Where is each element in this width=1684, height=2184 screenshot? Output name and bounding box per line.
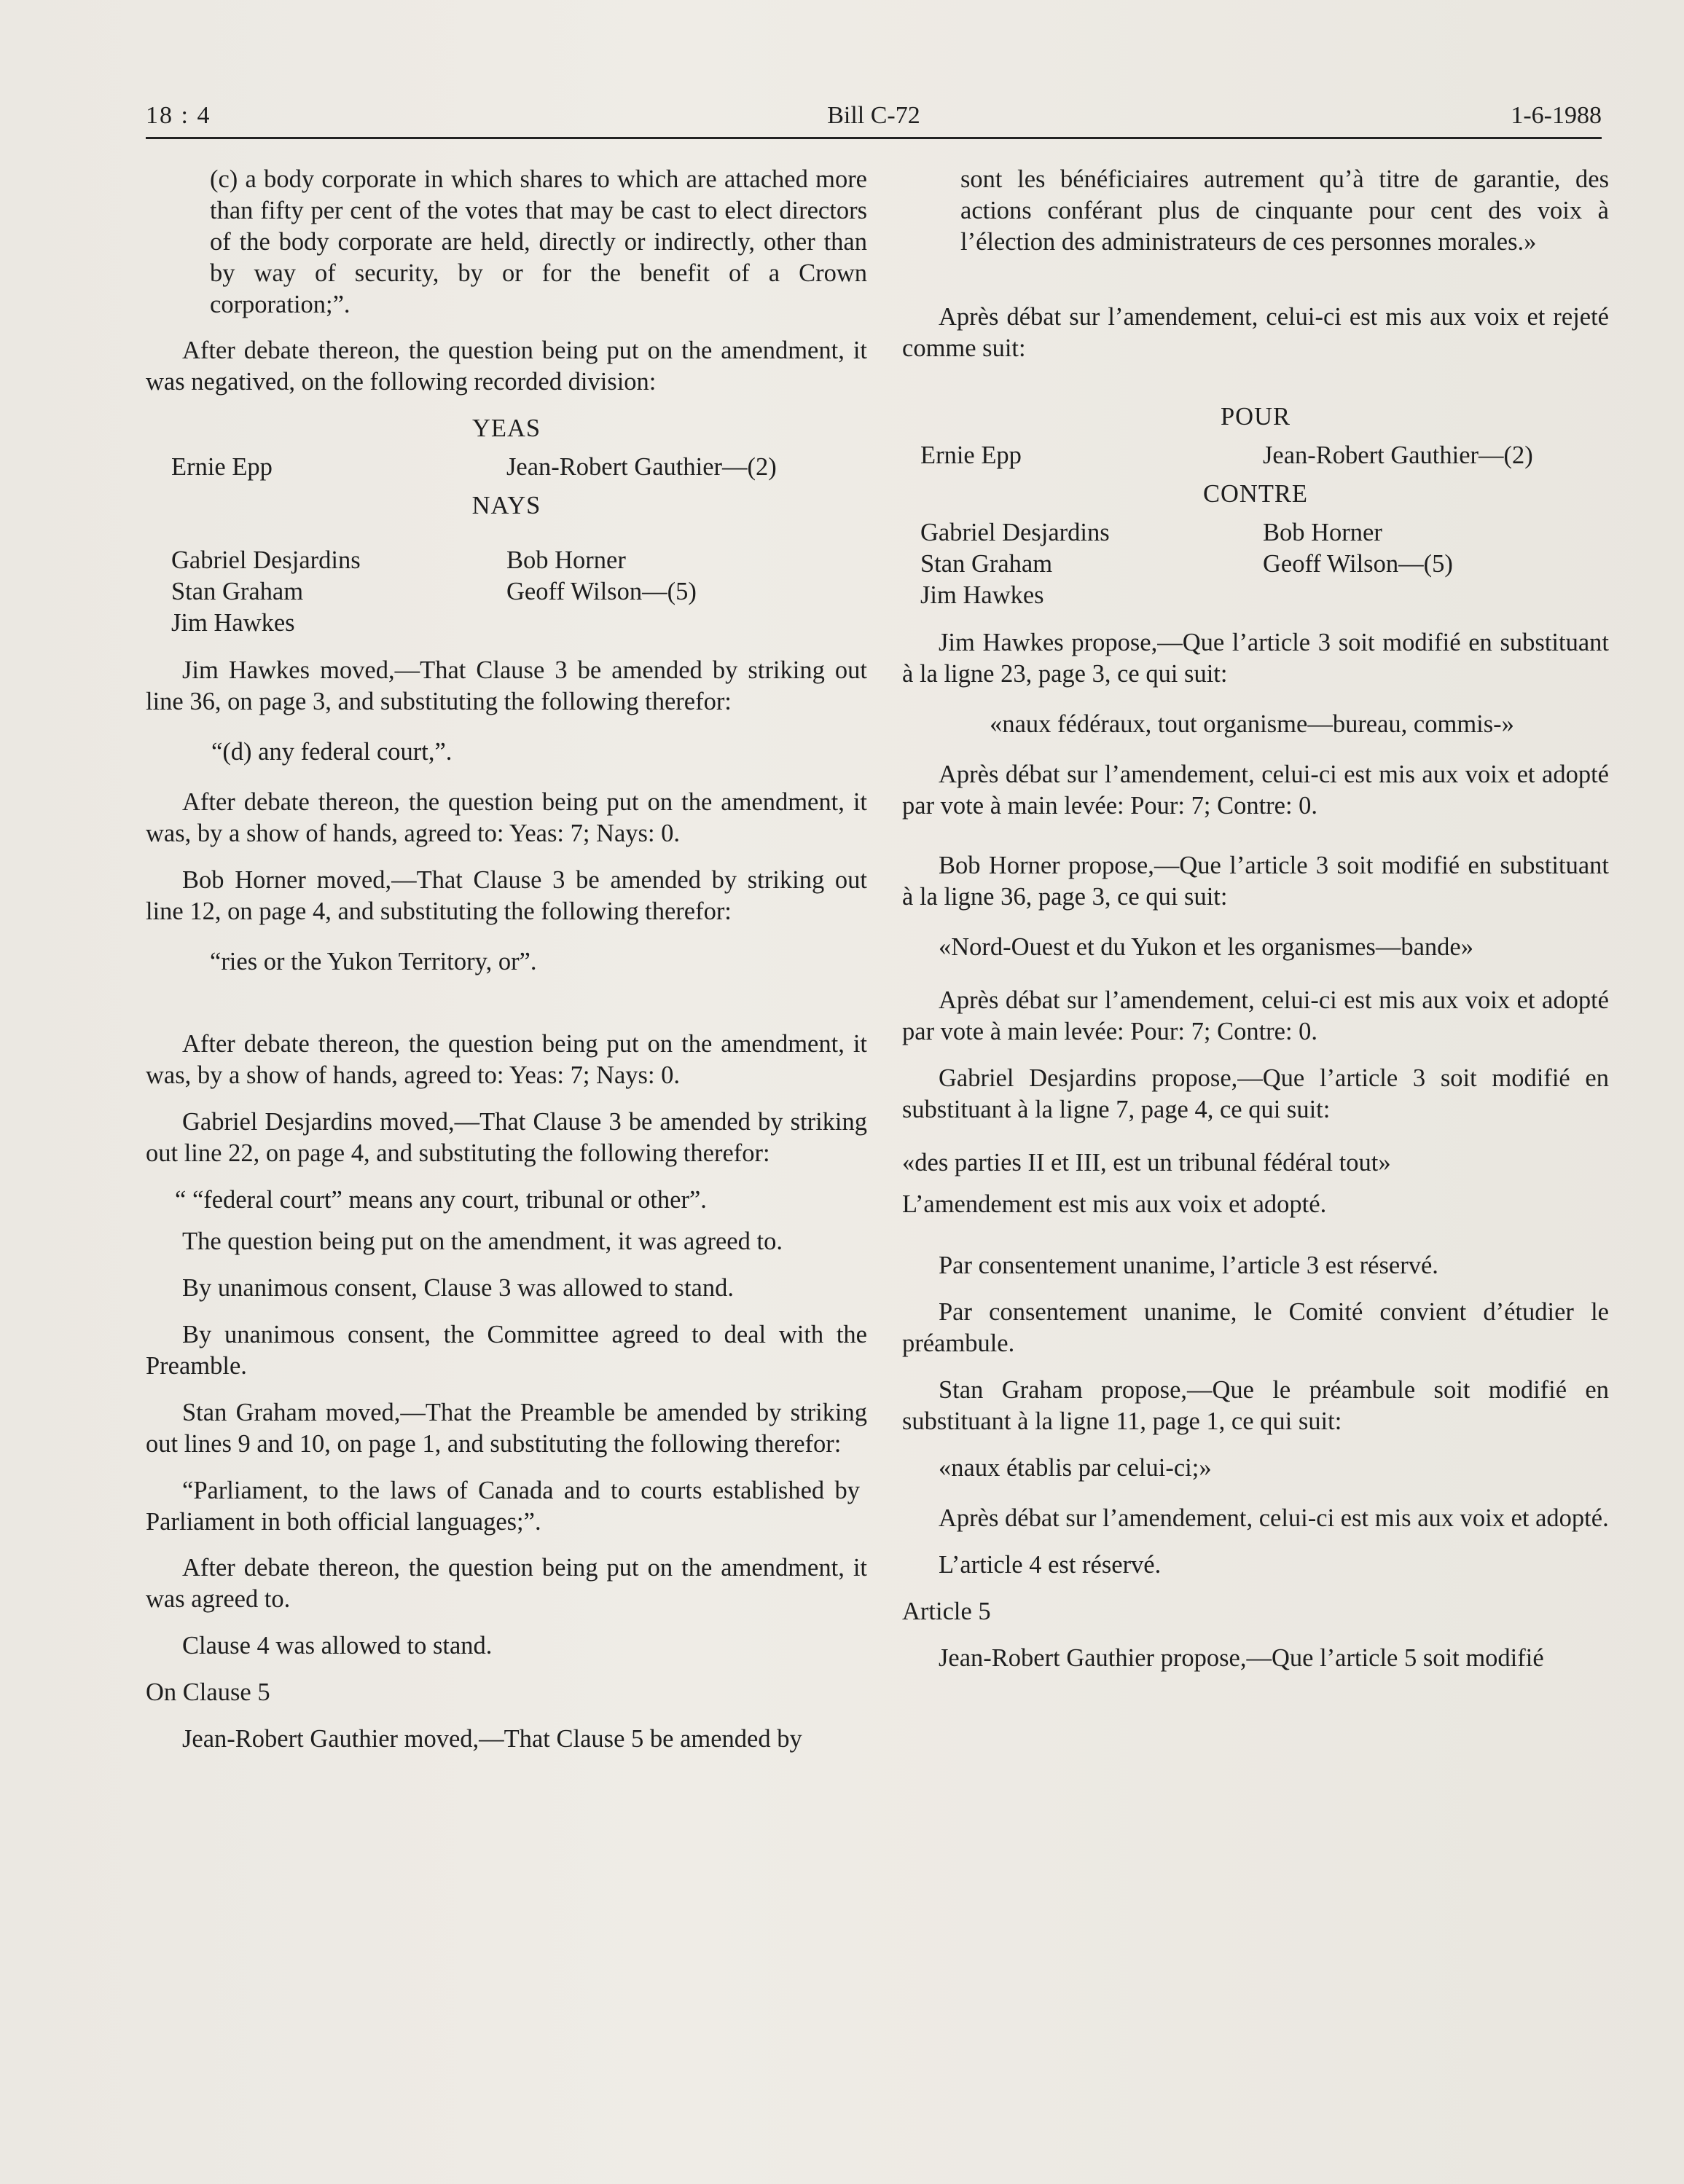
pour-heading: POUR bbox=[1220, 403, 1291, 431]
yeas-row bbox=[146, 452, 867, 483]
nays-heading: NAYS bbox=[471, 492, 541, 519]
paragraph: L’amendement est mis aux voix et adopté. bbox=[902, 1190, 1327, 1218]
quoted-text: «Nord-Ouest et du Yukon et les organismes—bande» bbox=[939, 933, 1473, 961]
paragraph: The question being put on the amendment, it was agreed to. bbox=[182, 1227, 783, 1255]
vote-name: Jean-Robert Gauthier—(2) bbox=[1263, 441, 1533, 469]
paragraph: Stan Graham propose,—Que le préambule soit modifié en substituant à la ligne 11, page 1, ce qui suit: bbox=[902, 1376, 1609, 1435]
paragraph: Par consentement unanime, l’article 3 est réservé. bbox=[939, 1252, 1438, 1279]
vote-name: Jim Hawkes bbox=[171, 609, 295, 637]
paragraph: Après débat sur l’amendement, celui-ci est mis aux voix et adopté par vote à main levée: Pour: 7; Contre: 0. bbox=[902, 986, 1609, 1045]
amendment-text-fr: sont les bénéficiaires autrement qu’à titre de garantie, des actions conférant plus de cinquante pour cent des voix à l’élection des administrateurs de ces personnes morales.» bbox=[960, 165, 1609, 256]
vote-name: Bob Horner bbox=[1263, 519, 1382, 546]
english-column bbox=[146, 164, 867, 1770]
vote-name: Stan Graham bbox=[171, 578, 304, 605]
quoted-text: “(d) any federal court,”. bbox=[211, 738, 453, 766]
article-heading: Article 5 bbox=[902, 1598, 991, 1625]
vote-name: Gabriel Desjardins bbox=[171, 546, 361, 574]
paragraph: Après débat sur l’amendement, celui-ci est mis aux voix et adopté. bbox=[939, 1504, 1609, 1532]
vote-name: Geoff Wilson—(5) bbox=[506, 578, 697, 605]
contre-heading: CONTRE bbox=[1203, 480, 1308, 508]
paragraph: Bob Horner propose,—Que l’article 3 soit modifié en substituant à la ligne 36, page 3, ce qui suit: bbox=[902, 852, 1609, 911]
quoted-text: “ries or the Yukon Territory, or”. bbox=[210, 948, 537, 975]
paragraph: By unanimous consent, the Committee agreed to deal with the Preamble. bbox=[146, 1321, 867, 1380]
paragraph: Jean-Robert Gauthier propose,—Que l’article 5 soit modifié bbox=[939, 1644, 1544, 1672]
vote-name: Gabriel Desjardins bbox=[920, 519, 1110, 546]
paragraph: After debate thereon, the question being put on the amendment, it was negatived, on the following recorded division: bbox=[146, 337, 867, 396]
paragraph: L’article 4 est réservé. bbox=[939, 1551, 1162, 1579]
paragraph: Jim Hawkes moved,—That Clause 3 be amended by striking out line 36, on page 3, and substituting the following therefor: bbox=[146, 656, 867, 715]
quoted-text: «naux établis par celui-ci;» bbox=[939, 1454, 1212, 1482]
vote-name: Bob Horner bbox=[506, 546, 626, 574]
nays-row bbox=[146, 576, 867, 608]
contre-row bbox=[902, 549, 1609, 580]
paragraph: Clause 4 was allowed to stand. bbox=[182, 1632, 493, 1659]
nays-row bbox=[146, 545, 867, 576]
paragraph: After debate thereon, the question being put on the amendment, it was, by a show of hands, agreed to: Yeas: 7; Nays: 0. bbox=[146, 788, 867, 847]
quoted-text: «des parties II et III, est un tribunal fédéral tout» bbox=[902, 1149, 1391, 1177]
paragraph: After debate thereon, the question being put on the amendment, it was agreed to. bbox=[146, 1554, 867, 1613]
page-reference: 18 : 4 bbox=[146, 102, 211, 129]
pour-row bbox=[902, 440, 1609, 471]
clause-heading: On Clause 5 bbox=[146, 1678, 270, 1706]
quoted-text: “Parliament, to the laws of Canada and to courts established by Parliament in both official languages;”. bbox=[146, 1477, 860, 1536]
paragraph: After debate thereon, the question being put on the amendment, it was, by a show of hands, agreed to: Yeas: 7; Nays: 0. bbox=[146, 1030, 867, 1089]
paragraph: Jim Hawkes propose,—Que l’article 3 soit modifié en substituant à la ligne 23, page 3, ce qui suit: bbox=[902, 629, 1609, 688]
vote-name: Jim Hawkes bbox=[920, 581, 1044, 609]
vote-name: Geoff Wilson—(5) bbox=[1263, 550, 1453, 578]
yeas-heading: YEAS bbox=[471, 415, 541, 442]
vote-name: Ernie Epp bbox=[171, 453, 273, 481]
paragraph: Gabriel Desjardins moved,—That Clause 3 be amended by striking out line 22, on page 4, and substituting the following therefor: bbox=[146, 1108, 867, 1167]
paragraph: Après débat sur l’amendement, celui-ci est mis aux voix et rejeté comme suit: bbox=[902, 303, 1609, 362]
page-header bbox=[146, 102, 1602, 139]
bill-title: Bill C-72 bbox=[827, 102, 920, 129]
vote-name: Stan Graham bbox=[920, 550, 1053, 578]
paragraph: Stan Graham moved,—That the Preamble be amended by striking out lines 9 and 10, on page 1, and substituting the following therefor: bbox=[146, 1399, 867, 1458]
vote-name: Ernie Epp bbox=[920, 441, 1022, 469]
contre-row bbox=[902, 580, 1609, 611]
paragraph: Après débat sur l’amendement, celui-ci est mis aux voix et adopté par vote à main levée: Pour: 7; Contre: 0. bbox=[902, 761, 1609, 820]
paragraph: Gabriel Desjardins propose,—Que l’article 3 soit modifié en substituant à la ligne 7, page 4, ce qui suit: bbox=[902, 1064, 1609, 1123]
vote-name: Jean-Robert Gauthier—(2) bbox=[506, 453, 777, 481]
quoted-text: «naux fédéraux, tout organisme—bureau, commis-» bbox=[990, 710, 1514, 738]
amendment-text-c: (c) a body corporate in which shares to which are attached more than fifty per cent of the votes that may be cast to elect directors of the body corporate are held, directly or indirectly, other than by way of security, by or for the benefit of a Crown corporation;”. bbox=[210, 165, 867, 318]
nays-row bbox=[146, 608, 867, 639]
french-column bbox=[902, 164, 1609, 1689]
quoted-text: “ “federal court” means any court, tribunal or other”. bbox=[175, 1186, 707, 1214]
paragraph: By unanimous consent, Clause 3 was allowed to stand. bbox=[182, 1274, 734, 1302]
contre-row bbox=[902, 517, 1609, 549]
paragraph: Par consentement unanime, le Comité convient d’étudier le préambule. bbox=[902, 1298, 1609, 1357]
page-date: 1-6-1988 bbox=[1511, 102, 1602, 129]
paragraph: Bob Horner moved,—That Clause 3 be amended by striking out line 12, on page 4, and substituting the following therefor: bbox=[146, 866, 867, 925]
paragraph: Jean-Robert Gauthier moved,—That Clause 5 be amended by bbox=[182, 1725, 802, 1753]
